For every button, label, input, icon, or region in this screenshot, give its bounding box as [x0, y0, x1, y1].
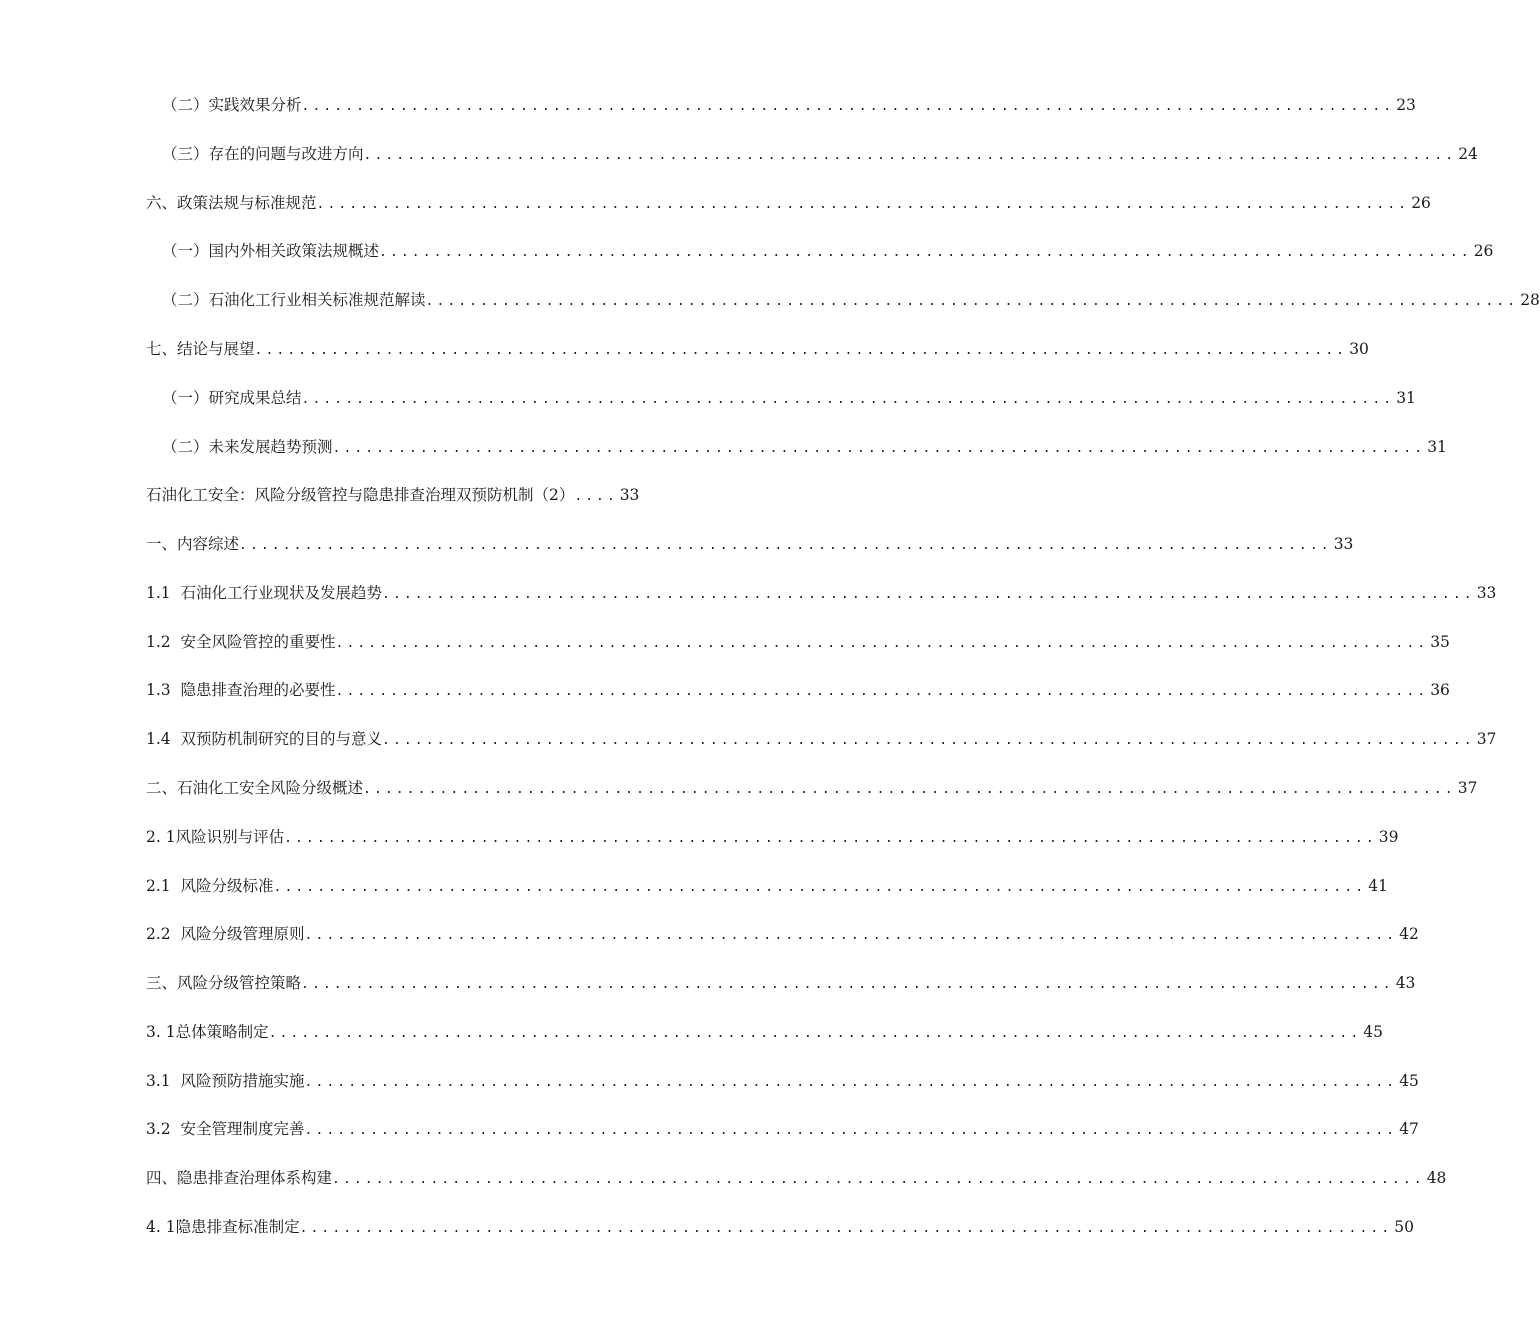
- toc-entry-label: 二、石油化工安全风险分级概述: [146, 779, 364, 797]
- toc-entry-label: 2.2 风险分级管理原则: [146, 925, 305, 943]
- toc-entry-label: 3. 1总体策略制定: [146, 1023, 269, 1041]
- toc-page-number: 35: [1430, 633, 1450, 651]
- toc-entry[interactable]: [146, 191, 1431, 215]
- toc-entry[interactable]: [146, 1166, 1447, 1190]
- toc-entry-label: 七、结论与展望: [146, 340, 255, 358]
- dot-leader: ....................................................................................................: [335, 684, 1429, 699]
- toc-page-number: 26: [1473, 242, 1494, 260]
- toc-page-number: 47: [1399, 1120, 1419, 1138]
- toc-page-number: 33: [619, 486, 640, 504]
- toc-entry[interactable]: [146, 971, 1416, 995]
- dot-leader: ....................................................................................................: [379, 245, 1472, 260]
- toc-entry[interactable]: [162, 288, 1540, 312]
- toc-page-number: 43: [1395, 974, 1416, 992]
- toc-entry[interactable]: [146, 874, 1388, 898]
- dot-leader: ....................................................................................................: [363, 782, 1456, 797]
- toc-entry[interactable]: [146, 581, 1497, 605]
- dot-leader: ....: [574, 489, 618, 504]
- toc-entry[interactable]: [146, 1215, 1414, 1239]
- toc-page-number: 26: [1411, 194, 1431, 212]
- dot-leader: ....................................................................................................: [382, 733, 1475, 748]
- dot-leader: ....................................................................................................: [332, 1172, 1425, 1187]
- toc-entry-part-title[interactable]: [146, 483, 686, 507]
- toc-entry[interactable]: [146, 1117, 1419, 1141]
- toc-entry[interactable]: [146, 1020, 1383, 1044]
- toc-page-number: 45: [1399, 1072, 1419, 1090]
- toc-entry[interactable]: [162, 386, 1416, 410]
- toc-entry-label: 3.2 安全管理制度完善: [146, 1120, 305, 1138]
- dot-leader: ....................................................................................................: [304, 928, 1398, 943]
- toc-page-number: 23: [1396, 96, 1416, 114]
- toc-entry-label: （三）存在的问题与改进方向: [162, 145, 364, 163]
- toc-entry-label: 石油化工安全：风险分级管控与隐患排查治理双预防机制（2）: [146, 486, 575, 504]
- dot-leader: ....................................................................................................: [425, 294, 1519, 309]
- toc-entry[interactable]: [146, 337, 1369, 361]
- toc-page-number: 33: [1476, 584, 1497, 602]
- toc-entry[interactable]: [146, 1069, 1419, 1093]
- toc-entry-label: （一）国内外相关政策法规概述: [162, 242, 380, 260]
- toc-page-number: 33: [1333, 535, 1354, 553]
- dot-leader: ....................................................................................................: [316, 197, 1410, 212]
- dot-leader: ....................................................................................................: [332, 441, 1426, 456]
- dot-leader: ....................................................................................................: [335, 636, 1429, 651]
- toc-entry[interactable]: [146, 678, 1450, 702]
- dot-leader: ....................................................................................................: [304, 1123, 1398, 1138]
- toc-page-number: 24: [1458, 145, 1478, 163]
- toc-page-number: 45: [1363, 1023, 1383, 1041]
- toc-page-number: 48: [1426, 1169, 1447, 1187]
- toc-entry-label: 3.1 风险预防措施实施: [146, 1072, 305, 1090]
- dot-leader: ....................................................................................................: [268, 1026, 1362, 1041]
- toc-entry-label: 1.2 安全风险管控的重要性: [146, 633, 336, 651]
- toc-entry-label: （二）未来发展趋势预测: [162, 438, 333, 456]
- dot-leader: ....................................................................................................: [239, 538, 1332, 553]
- toc-page-number: 30: [1349, 340, 1369, 358]
- dot-leader: ....................................................................................................: [382, 587, 1475, 602]
- toc-page-number: 50: [1394, 1218, 1414, 1236]
- toc-page-number: 31: [1427, 438, 1447, 456]
- toc-entry[interactable]: [146, 825, 1399, 849]
- toc-entry[interactable]: [162, 142, 1478, 166]
- toc-entry-label: 4. 1隐患排查标准制定: [146, 1218, 300, 1236]
- dot-leader: ....................................................................................................: [254, 343, 1348, 358]
- toc-entry-label: （二）石油化工行业相关标准规范解读: [162, 291, 426, 309]
- toc-entry[interactable]: [146, 727, 1497, 751]
- toc-entry-label: 四、隐患排查治理体系构建: [146, 1169, 333, 1187]
- dot-leader: ....................................................................................................: [301, 977, 1394, 992]
- dot-leader: ....................................................................................................: [273, 880, 1367, 895]
- toc-page-number: 37: [1457, 779, 1478, 797]
- toc-entry-label: 2.1 风险分级标准: [146, 877, 274, 895]
- toc-entry[interactable]: [162, 93, 1416, 117]
- toc-page-number: 36: [1430, 681, 1450, 699]
- toc-entry-label: 1.1 石油化工行业现状及发展趋势: [146, 584, 383, 602]
- toc-entry[interactable]: [162, 435, 1447, 459]
- dot-leader: ....................................................................................................: [284, 831, 1377, 846]
- toc-page-number: 39: [1378, 828, 1399, 846]
- toc-entry-label: （一）研究成果总结: [162, 389, 302, 407]
- dot-leader: ....................................................................................................: [301, 99, 1395, 114]
- toc-entry-label: 2. 1风险识别与评估: [146, 828, 285, 846]
- toc-entry[interactable]: [146, 532, 1354, 556]
- toc-entry-label: 1.4 双预防机制研究的目的与意义: [146, 730, 383, 748]
- toc-entry[interactable]: [146, 630, 1450, 654]
- toc-entry[interactable]: [162, 239, 1494, 263]
- dot-leader: ....................................................................................................: [304, 1075, 1398, 1090]
- toc-page-number: 37: [1476, 730, 1497, 748]
- toc-entry[interactable]: [146, 776, 1478, 800]
- toc-entry-label: 1.3 隐患排查治理的必要性: [146, 681, 336, 699]
- toc-page-number: 31: [1396, 389, 1416, 407]
- toc-page-number: 42: [1399, 925, 1419, 943]
- toc-page-number: 28: [1520, 291, 1540, 309]
- toc-entry-label: （二）实践效果分析: [162, 96, 302, 114]
- toc-entry[interactable]: [146, 922, 1419, 946]
- toc-entry-label: 三、风险分级管控策略: [146, 974, 302, 992]
- toc-entry-label: 一、内容综述: [146, 535, 240, 553]
- dot-leader: ....................................................................................................: [299, 1221, 1393, 1236]
- dot-leader: ....................................................................................................: [301, 392, 1395, 407]
- toc-page-number: 41: [1368, 877, 1388, 895]
- toc-entry-label: 六、政策法规与标准规范: [146, 194, 317, 212]
- dot-leader: ....................................................................................................: [363, 148, 1457, 163]
